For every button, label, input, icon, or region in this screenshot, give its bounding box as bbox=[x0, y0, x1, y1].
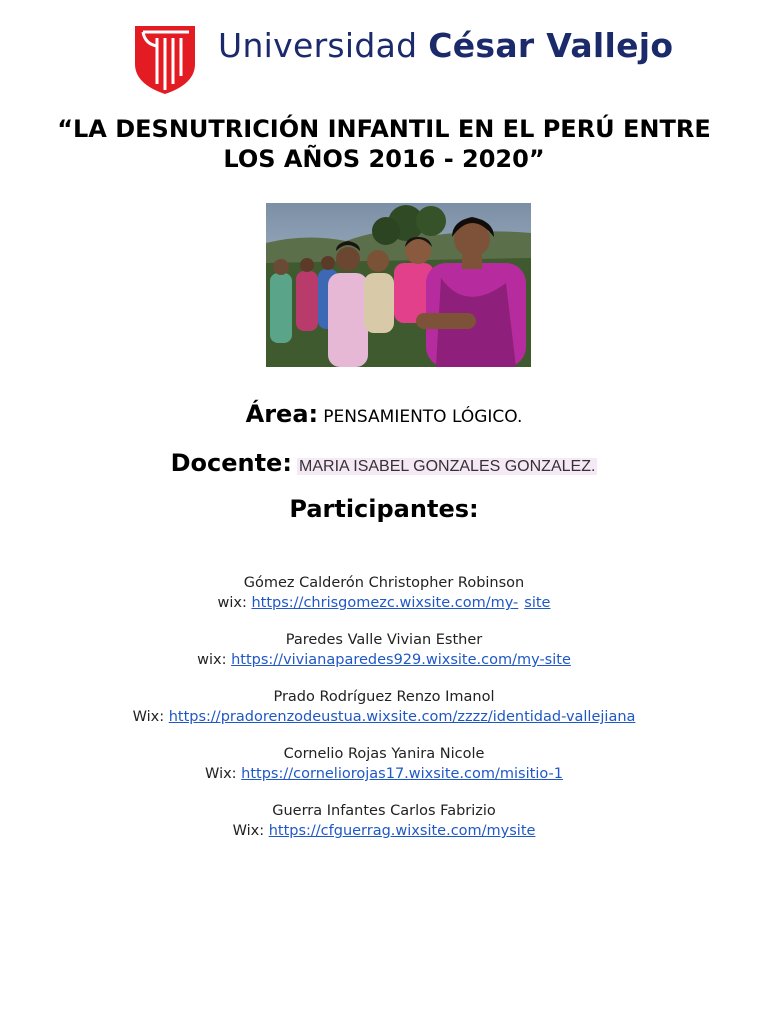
participant-wix-link[interactable]: https://pradorenzodeustua.wixsite.com/zzzz/identidad-vallejiana bbox=[168, 709, 636, 725]
participant-item bbox=[0, 744, 768, 801]
participants-list bbox=[0, 573, 768, 858]
participant-link-prefix: Wix: bbox=[232, 823, 265, 839]
participant-link-line bbox=[0, 650, 768, 670]
participant-item bbox=[0, 630, 768, 687]
ucv-shield-logo-icon bbox=[133, 24, 197, 96]
participant-link-line bbox=[0, 764, 768, 784]
participant-wix-link[interactable]: https://corneliorojas17.wixsite.com/misitio-1 bbox=[241, 766, 563, 782]
participant-link-line bbox=[0, 707, 768, 727]
participant-name: Prado Rodríguez Renzo Imanol bbox=[273, 689, 495, 705]
docente-value: MARIA ISABEL GONZALES GONZALEZ. bbox=[299, 458, 596, 475]
area-label: Área: bbox=[245, 400, 319, 428]
participant-link-prefix: Wix: bbox=[205, 766, 237, 782]
participant-wix-link[interactable]: https://vivianaparedes929.wixsite.com/my-site bbox=[231, 652, 571, 668]
university-name bbox=[218, 26, 673, 65]
participant-name: Paredes Valle Vivian Esther bbox=[285, 632, 483, 648]
participant-link-prefix: wix: bbox=[217, 595, 247, 611]
photo-mothers-children-image bbox=[266, 203, 531, 367]
participant-wix-link[interactable]: https://cfguerrag.wixsite.com/mysite bbox=[268, 823, 536, 839]
participant-link-line bbox=[0, 593, 768, 613]
participant-wix-link[interactable]: https://chrisgomezc.wixsite.com/my- bbox=[251, 595, 519, 611]
university-name-bold: César Vallejo bbox=[428, 26, 674, 65]
area-line bbox=[0, 400, 768, 428]
participant-link-prefix: Wix: bbox=[132, 709, 165, 725]
participant-item bbox=[0, 801, 768, 858]
participant-link-line bbox=[0, 821, 768, 841]
participantes-heading bbox=[0, 495, 768, 523]
university-header bbox=[130, 22, 674, 98]
participant-name: Guerra Infantes Carlos Fabrizio bbox=[272, 803, 496, 819]
document-title bbox=[40, 114, 728, 174]
title-line-1: “LA DESNUTRICIÓN INFANTIL EN EL PERÚ ENTRE bbox=[57, 115, 711, 143]
participant-name: Cornelio Rojas Yanira Nicole bbox=[283, 746, 485, 762]
photo-mothers-children bbox=[266, 203, 531, 367]
title-line-2: LOS AÑOS 2016 - 2020” bbox=[223, 145, 545, 173]
participant-wix-link-extra[interactable]: site bbox=[524, 595, 551, 611]
docente-label: Docente: bbox=[170, 449, 292, 477]
university-name-light: Universidad bbox=[218, 26, 429, 65]
docente-line bbox=[0, 449, 768, 477]
participant-item bbox=[0, 573, 768, 630]
participantes-label: Participantes: bbox=[289, 495, 479, 523]
participant-item bbox=[0, 687, 768, 744]
area-value: PENSAMIENTO LÓGICO. bbox=[323, 407, 523, 427]
participant-link-prefix: wix: bbox=[197, 652, 227, 668]
participant-name: Gómez Calderón Christopher Robinson bbox=[243, 575, 525, 591]
